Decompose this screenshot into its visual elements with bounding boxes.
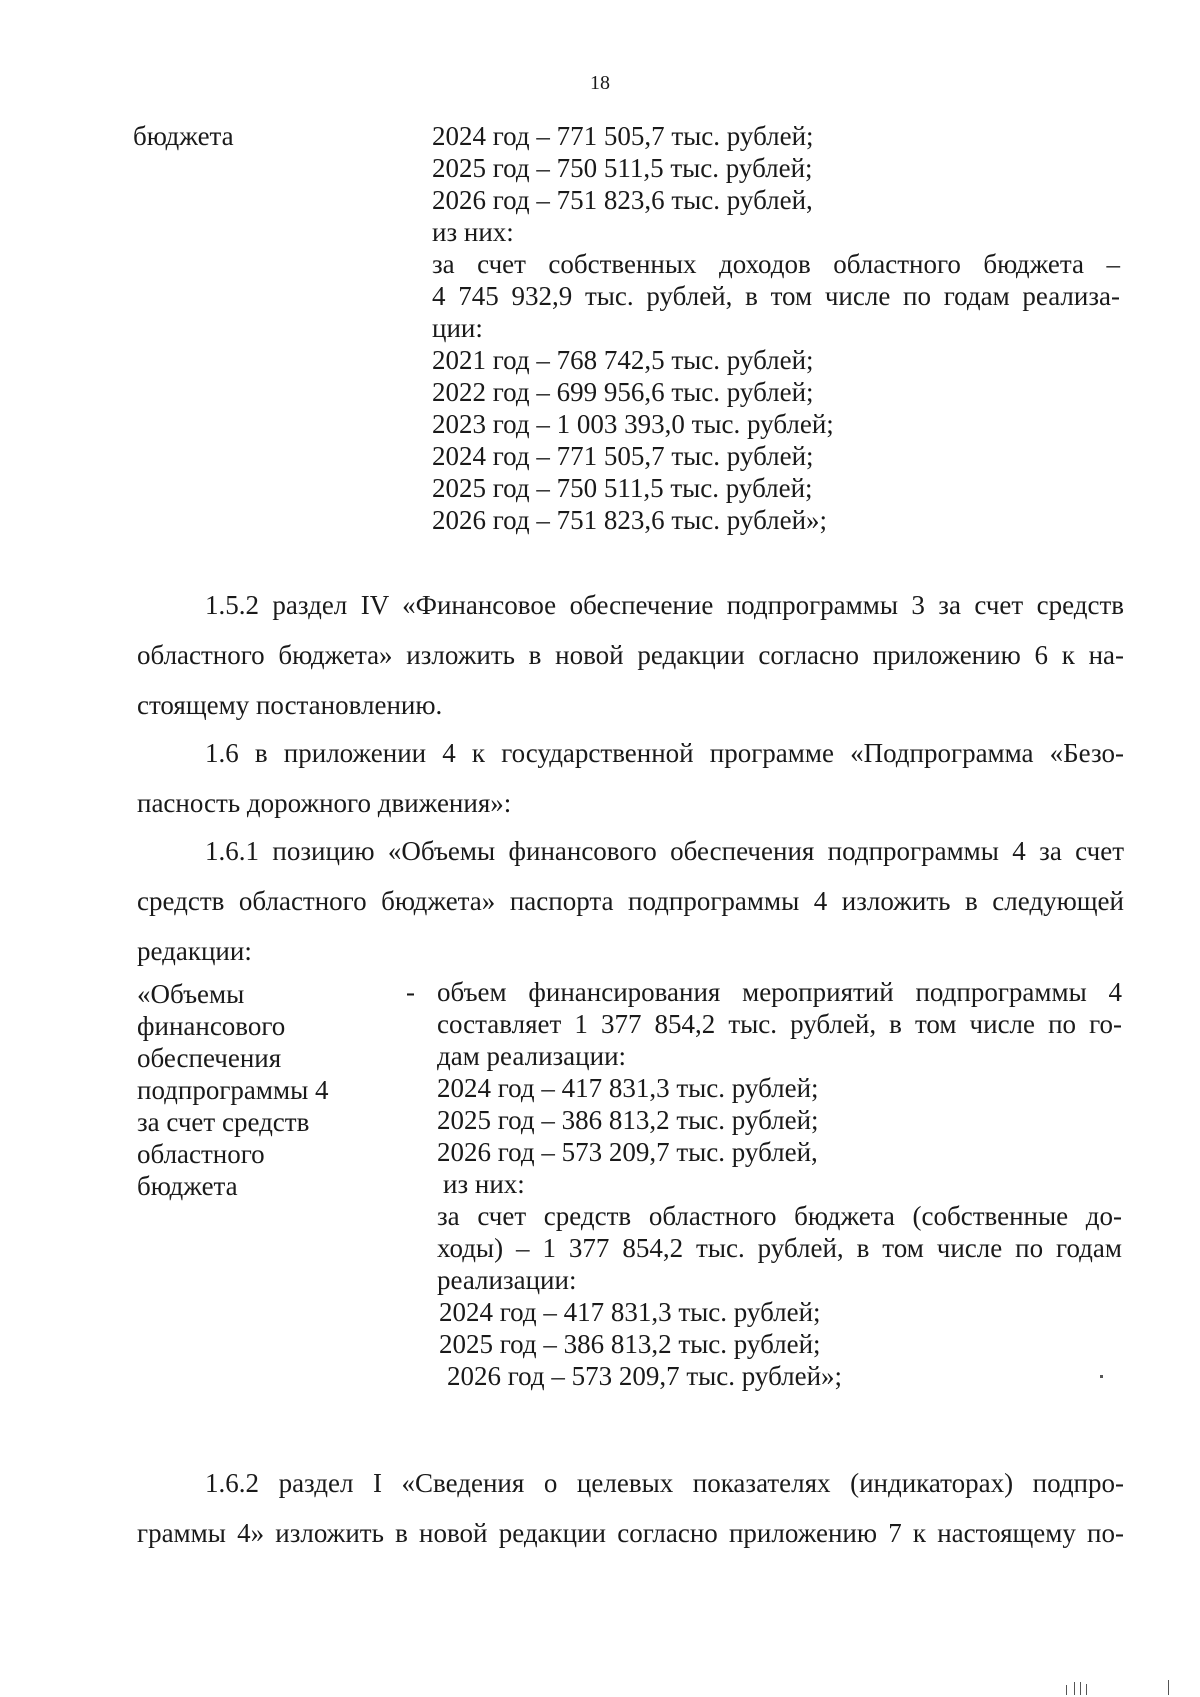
middle-right-column [437, 976, 1122, 1392]
mid-left-line-2: обеспечения [137, 1043, 282, 1073]
mid-right-line-4: 2025 год – 386 813,2 тыс. рублей; [437, 1105, 819, 1135]
top-line-11: 2025 год – 750 511,5 тыс. рублей; [432, 473, 813, 503]
mid-right-line-11: 2025 год – 386 813,2 тыс. рублей; [439, 1329, 821, 1359]
mid-right-line-6: из них: [443, 1169, 525, 1199]
separator-dash: - [406, 977, 415, 1007]
scan-mark-5 [1168, 1680, 1169, 1695]
p16-line-1: пасность дорожного движения»: [137, 788, 512, 818]
middle-left-column [137, 978, 328, 1202]
top-line-7: 2021 год – 768 742,5 тыс. рублей; [432, 345, 814, 375]
mid-left-line-4: за счет средств [137, 1107, 310, 1137]
top-line-8: 2022 год – 699 956,6 тыс. рублей; [432, 377, 814, 407]
paragraph-1-6 [137, 728, 1124, 828]
paragraph-1-6-1 [137, 826, 1124, 976]
top-line-1: 2025 год – 750 511,5 тыс. рублей; [432, 153, 813, 183]
scan-mark-4 [1086, 1684, 1087, 1695]
top-line-12: 2026 год – 751 823,6 тыс. рублей»; [432, 505, 828, 535]
p161-line-1: средств областного бюджета» паспорта подпрограммы 4 изложить в следующей [137, 886, 1124, 916]
p152-line-1: областного бюджета» изложить в новой редакции согласно приложению 6 к на- [137, 640, 1124, 670]
mid-right-line-0: объем финансирования мероприятий подпрограммы 4 [437, 977, 1122, 1007]
mid-left-line-3: подпрограммы 4 [137, 1075, 329, 1105]
mid-right-line-2: дам реализации: [437, 1041, 627, 1071]
p152-line-2: стоящему постановлению. [137, 690, 443, 720]
top-line-0: 2024 год – 771 505,7 тыс. рублей; [432, 121, 814, 151]
scan-speck [1100, 1375, 1103, 1378]
paragraph-1-5-2 [137, 580, 1124, 730]
top-line-3: из них: [432, 217, 514, 247]
p161-line-0: 1.6.1 позицию «Объемы финансового обеспечения подпрограммы 4 за счет [205, 836, 1124, 866]
top-right-column [432, 120, 1120, 536]
p152-line-0: 1.5.2 раздел IV «Финансовое обеспечение подпрограммы 3 за счет средств [205, 590, 1124, 620]
paragraph-1-6-2 [137, 1458, 1124, 1558]
top-line-9: 2023 год – 1 003 393,0 тыс. рублей; [432, 409, 834, 439]
top-line-5: 4 745 932,9 тыс. рублей, в том числе по годам реализа- [432, 281, 1120, 311]
mid-left-line-1: финансового [137, 1011, 286, 1041]
scan-mark-2 [1074, 1682, 1075, 1695]
mid-right-line-8: ходы) – 1 377 854,2 тыс. рублей, в том числе по годам [437, 1233, 1122, 1263]
mid-right-line-5: 2026 год – 573 209,7 тыс. рублей, [437, 1137, 818, 1167]
p16-line-0: 1.6 в приложении 4 к государственной программе «Подпрограмма «Безо- [205, 738, 1124, 768]
top-left-label: бюджета [133, 121, 234, 151]
mid-right-line-7: за счет средств областного бюджета (собственные до- [437, 1201, 1122, 1231]
p162-line-1: граммы 4» изложить в новой редакции согласно приложению 7 к настоящему по- [137, 1518, 1124, 1548]
top-line-2: 2026 год – 751 823,6 тыс. рублей, [432, 185, 813, 215]
mid-left-line-0: «Объемы [137, 979, 245, 1009]
top-line-10: 2024 год – 771 505,7 тыс. рублей; [432, 441, 814, 471]
mid-right-line-12: 2026 год – 573 209,7 тыс. рублей»; [447, 1361, 843, 1391]
mid-right-line-9: реализации: [437, 1265, 577, 1295]
page-number: 18 [590, 72, 610, 94]
top-line-6: ции: [432, 313, 483, 343]
scan-mark-1 [1066, 1685, 1067, 1695]
scan-mark-3 [1080, 1682, 1081, 1695]
mid-left-line-5: областного [137, 1139, 265, 1169]
mid-left-line-6: бюджета [137, 1171, 238, 1201]
p162-line-0: 1.6.2 раздел I «Сведения о целевых показателях (индикаторах) подпро- [205, 1468, 1124, 1498]
mid-right-line-10: 2024 год – 417 831,3 тыс. рублей; [439, 1297, 821, 1327]
mid-right-line-3: 2024 год – 417 831,3 тыс. рублей; [437, 1073, 819, 1103]
top-line-4: за счет собственных доходов областного бюджета – [432, 249, 1120, 279]
p161-line-2: редакции: [137, 936, 252, 966]
mid-right-line-1: составляет 1 377 854,2 тыс. рублей, в том числе по го- [437, 1009, 1122, 1039]
